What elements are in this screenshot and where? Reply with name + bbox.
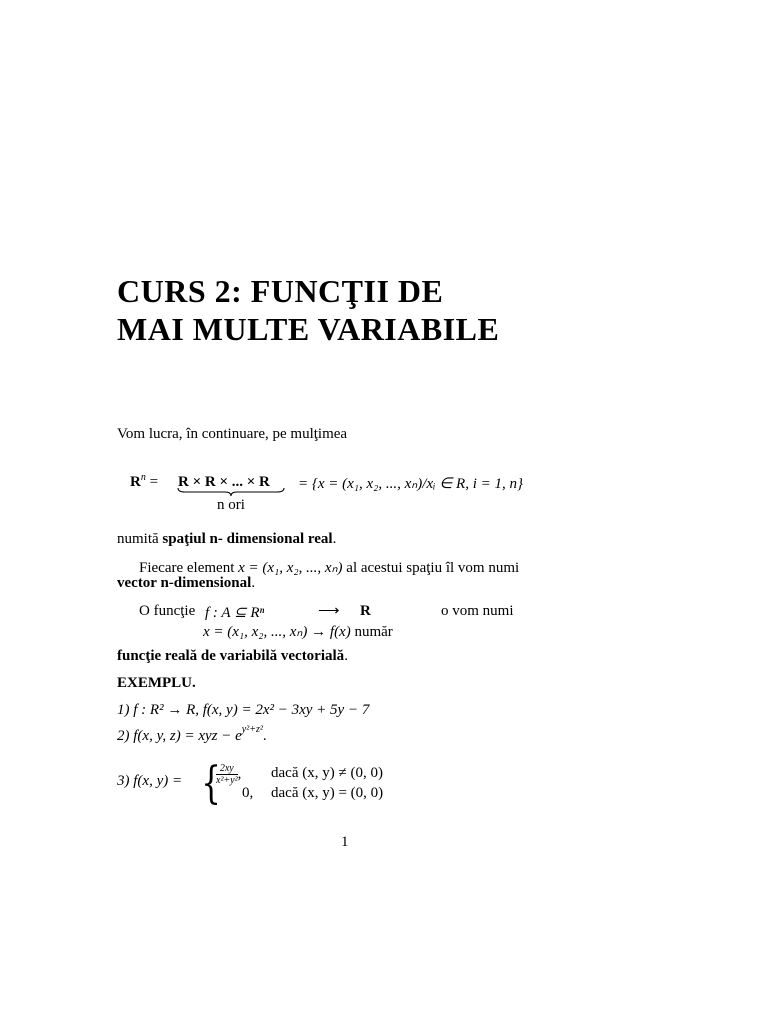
function-name-paragraph [117,648,348,665]
space-def-prefix: numită [117,531,163,547]
title-line-1: CURS 2: FUNCŢII DE [117,273,444,309]
function-name-suffix: . [344,648,348,664]
example-heading: EXEMPLU. [117,675,196,691]
vector-def-text-b: al acestui spaţiu îl vom numi [342,560,520,576]
rn-product: R × R × ... × R [178,474,270,490]
example-3-lhs: 3) f(x, y) = [117,773,183,789]
function-def-prefix: O funcţie [139,603,196,619]
example-3-case-1-value [216,763,241,786]
vector-def-suffix: . [251,575,256,591]
rn-definition [130,474,158,491]
title-line-2: MAI MULTE VARIABILE [117,311,500,347]
rn-symbol: R [130,474,141,490]
function-def-mapping: x = (x₁, x₂, ..., xₙ) → f(x) [203,624,351,640]
function-name-term: funcţie reală de variabilă vectorială [117,648,345,664]
intro-paragraph: Vom lucra, în continuare, pe mulţimea [117,426,348,442]
function-def-call: o vom numi [441,603,514,619]
space-definition [117,531,336,548]
example-3-case-2-value: 0, [242,785,254,801]
brace-label: n ori [217,497,245,513]
fraction-numerator: 2xy [216,763,238,775]
example-2-period: . [262,728,267,744]
vector-def-math: x = (x₁, x₂, ..., xₙ) [238,560,343,576]
example-3-case-2-condition: dacă (x, y) = (0, 0) [271,785,384,801]
example-3-case-1-condition: dacă (x, y) ≠ (0, 0) [271,765,383,781]
vector-definition-line2 [117,575,255,592]
rn-set-builder: = {x = (x₁, x₂, ..., xₙ)/xᵢ ∈ R, i = 1, n} [298,476,523,492]
page-title [117,272,499,348]
underbrace-icon [177,487,285,497]
case-1-comma: , [237,765,242,782]
space-def-suffix: . [332,531,337,547]
example-2 [117,724,267,745]
space-def-term: spaţiul n- dimensional real [162,531,333,547]
function-def-line2 [203,622,393,641]
example-2-exponent: y²+z² [241,724,263,735]
example-1: 1) f : R² → R, f(x, y) = 2x² − 3xy + 5y − 7 [117,702,370,718]
example-3-fraction [216,763,238,786]
vector-def-term: vector n-dimensional [117,575,252,591]
function-def-arrow: ⟶ [318,603,340,619]
function-def-map: f : A ⊆ Rⁿ [205,605,265,621]
rn-exponent: n [140,472,146,483]
function-def-codomain: R [360,603,371,619]
left-brace-icon: { [201,758,221,809]
vector-def-text-a: Fiecare element [139,560,239,576]
fraction-denominator: x²+y² [216,775,238,786]
function-def-numar: număr [350,624,393,640]
page-number: 1 [341,834,349,850]
rn-equals: = [145,474,159,490]
example-2-body: 2) f(x, y, z) = xyz − e [117,728,242,744]
